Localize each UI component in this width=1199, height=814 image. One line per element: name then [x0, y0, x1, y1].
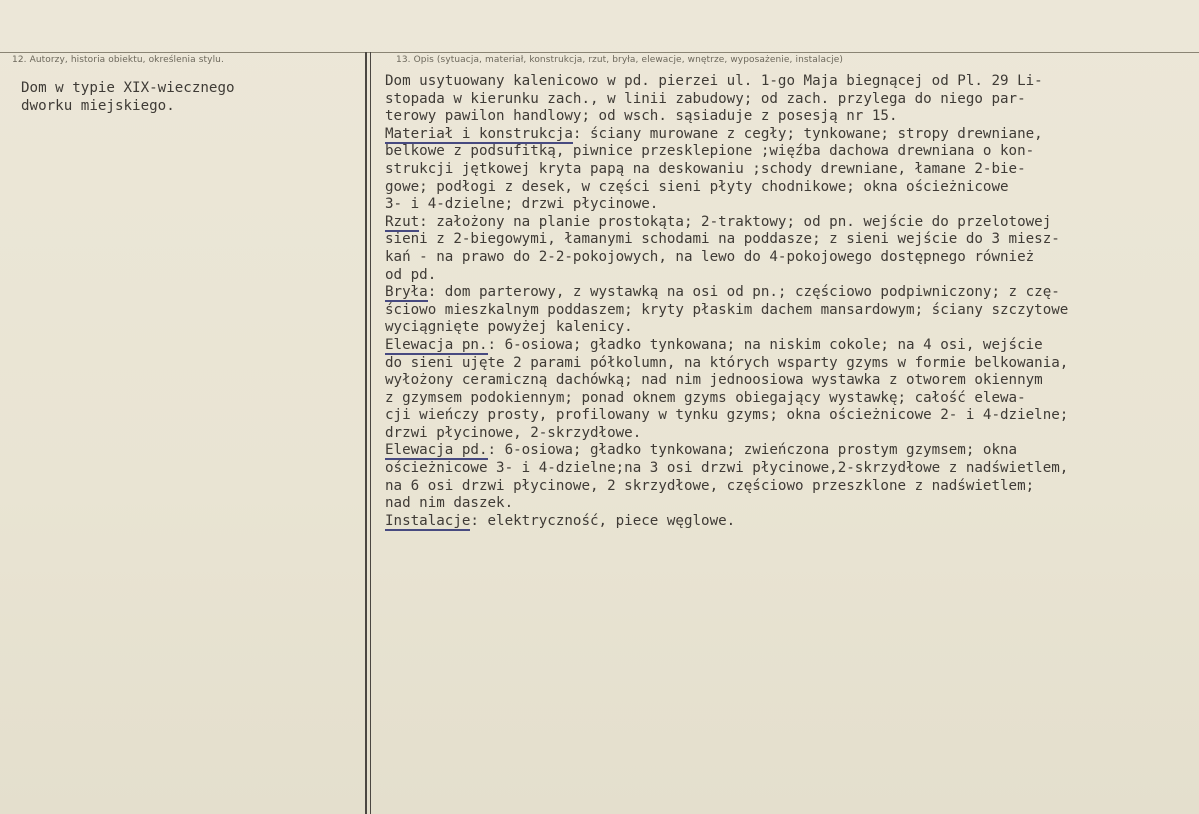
elewacja-pd-text: ościeżnicowe 3- i 4-dzielne;na 3 osi drzwi płycinowe,2-skrzydłowe z nadświetlem,: [385, 460, 1069, 477]
elewacja-pn-text: : 6-osiowa; gładko tynkowana; na niskim cokole; na 4 osi, wejście: [487, 336, 1043, 353]
building-description: [385, 73, 1068, 530]
section-label-bryla: Bryła: [385, 284, 428, 301]
bryla-text: : dom parterowy, z wystawką na osi od pn.; częściowo podpiwniczony; z czę-: [427, 284, 1060, 301]
intro-line: terowy pawilon handlowy; od wsch. sąsiaduje z posesją nr 15.: [385, 108, 898, 125]
section-label-rzut: Rzut: [385, 213, 420, 230]
elewacja-pn-text: z gzymsem podokiennym; ponad oknem gzyms obiegający wystawkę; całość elewa-: [385, 389, 1026, 406]
section-label-elewacja-pn: Elewacja pn.: [385, 336, 488, 353]
elewacja-pn-text: wyłożony ceramiczną dachówką; nad nim jednoosiowa wystawka z otworem okiennym: [385, 372, 1043, 389]
rzut-text: sieni z 2-biegowymi, łamanymi schodami na poddasze; z sieni wejście do 3 miesz-: [385, 231, 1060, 248]
column-divider-thin: [370, 52, 371, 814]
section-label-material: Materiał i konstrukcja: [385, 125, 573, 142]
elewacja-pd-text: nad nim daszek.: [385, 495, 514, 512]
elewacja-pd-text: na 6 osi drzwi płycinowe, 2 skrzydłowe, częściowo przeszklone z nadświetlem;: [385, 477, 1035, 494]
elewacja-pn-text: do sieni ujęte 2 parami półkolumn, na których wsparty gzyms w formie belkowania,: [385, 354, 1069, 371]
section-label-elewacja-pd: Elewacja pd.: [385, 442, 488, 459]
material-text: 3- i 4-dzielne; drzwi płycinowe.: [385, 196, 659, 213]
elewacja-pd-text: : 6-osiowa; gładko tynkowana; zwieńczona prostym gzymsem; okna: [487, 442, 1018, 459]
style-description: [21, 80, 235, 115]
bryla-text: wyciągnięte powyżej kalenicy.: [385, 319, 633, 336]
style-line: dworku miejskiego.: [21, 97, 175, 114]
rzut-text: : założony na planie prostokąta; 2-traktowy; od pn. wejście do przelotowej: [419, 213, 1052, 230]
elewacja-pn-text: drzwi płycinowe, 2-skrzydłowe.: [385, 424, 642, 441]
material-text: belkowe z podsufitką, piwnice przesklepione ;więźba dachowa drewniana o kon-: [385, 143, 1035, 160]
instalacje-text: : elektryczność, piece węglowe.: [470, 512, 736, 529]
material-text: gowe; podłogi z desek, w części sieni płyty chodnikowe; okna ościeżnicowe: [385, 178, 1009, 195]
header-rule: [0, 52, 1199, 53]
field-13-heading: 13. Opis (sytuacja, materiał, konstrukcja, rzut, bryła, elewacje, wnętrze, wyposażenie, instalacje): [396, 55, 844, 65]
elewacja-pn-text: cji wieńczy prosty, profilowany w tynku gzyms; okna ościeżnicowe 2- i 4-dzielne;: [385, 407, 1069, 424]
field-12-heading: 12. Autorzy, historia obiektu, określenia stylu.: [12, 55, 224, 65]
rzut-text: od pd.: [385, 266, 437, 283]
bryla-text: ściowo mieszkalnym poddaszem; kryty płaskim dachem mansardowym; ściany szczytowe: [385, 301, 1069, 318]
rzut-text: kań - na prawo do 2-2-pokojowych, na lewo do 4-pokojowego dostępnego również: [385, 248, 1035, 265]
column-divider: [365, 52, 367, 814]
intro-line: Dom usytuowany kalenicowo w pd. pierzei ul. 1-go Maja biegnącej od Pl. 29 Li-: [385, 73, 1043, 89]
material-text: : ściany murowane z cegły; tynkowane; stropy drewniane,: [572, 125, 1043, 142]
section-label-instalacje: Instalacje: [385, 512, 471, 529]
style-line: Dom w typie XIX-wiecznego: [21, 80, 235, 96]
material-text: strukcji jętkowej kryta papą na deskowaniu ;schody drewniane, łamane 2-bie-: [385, 160, 1026, 177]
intro-line: stopada w kierunku zach., w linii zabudowy; od zach. przylega do niego par-: [385, 90, 1026, 107]
